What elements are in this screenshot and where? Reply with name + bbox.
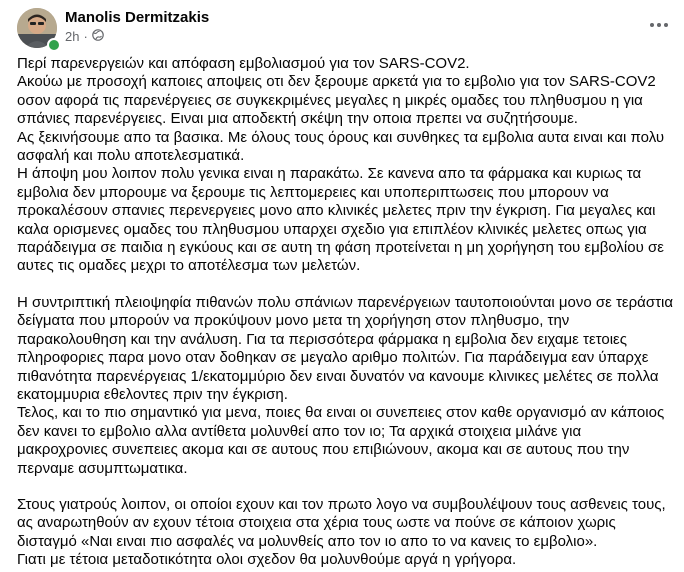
post-paragraph: Η συντριπτική πλειοψηφία πιθανών πολυ σπάνιων παρενέργειων ταυτοποιούνται μονο σε τεράστια δείγματα που μπορούν να προκύψουν μονο μετα τη χορήγηση στον πληθυσμο, την παρακολουθηση και την ανάλυση. Για τα περισσότερα φάρμακα η εμβολια δεν ειχαμε τετοιες πληροφοριες παρα μονο οταν δοθηκαν σε μεγαλο αριθμο πολιτών. Για παράδειγμα εαν ύπαρχε πιθανότητα παρενέργειας 1/εκατομμύριο δεν ειναι δυνατόν να κανουμε κλινικες μελέτες σε πολλα εκατομμυρια εθελοντες πριν την έγκριση. Τελος, και το πιο σημαντικό για μενα, ποιες θα ειναι οι συνεπειες στον καθε οργανισμό αν κάποιος δεν κανει το εμβολιο αλλα αντίθετα μολυνθεί απο τον ιο; Τα αρχικά στοιχεια μιλάνε για μακροχρονιες συνεπειες ακομα και σε αυτους που επιβιώνουν, ακομα και σε αυτους που την περναμε ασυμπτωματικα. <box>17 293 674 477</box>
post-meta <box>65 29 104 44</box>
post-body <box>17 55 673 570</box>
online-status-dot <box>47 38 61 52</box>
post-paragraph: Περί παρενεργειών και απόφαση εμβολιασμού για τον SARS-COV2. Ακούω με προσοχή καποιες αποψεις οτι δεν ξερουμε αρκετά για το εμβολιο για τον SARS-COV2 οσον αφορά τις παρενέργειες σε συγκεκριμένες μεγαλες η μικρές ομαδες του πληθυσμου η για σπάνιες παρενέργειες. Ειναι μια αποδεκτή σκέψη την οποια πρεπει να συζητήσουμε. Ας ξεκινήσουμε απο τα βασικα. Με όλους τους όρους και συνθηκες τα εμβολια αυτα ειναι και πολυ ασφαλή και πολυ αποτελεσματικά. Η άποψη μου λοιπον πολυ γενικα ειναι η παρακάτω. Σε κανενα απο τα φάρμακα και κυριως τα εμβολια δεν μπορουμε να ξερουμε τις λεπτομερειες και υποπεριπτωσεις που μπορουν να προκαλέσουν σπανιες περενεργειες μονο απο κλινικές μελετες πριν την έγκριση. Για μεγαλες και καλα ορισμενες ομαδες του πληθυσμου υπαρχει σχεδιο για επιπλέον κλινικές μελετες οπως για παράδειγμα σε παιδια η εγκύους και σε αυτη τη φάση προτείνεται η μη χορήγηση του εμβολίου σε αυτες τις ομαδες μεχρι το αποτέλεσμα των μελετών. <box>17 55 665 275</box>
author-name[interactable]: Manolis Dermitzakis <box>65 9 210 26</box>
more-options-icon[interactable] <box>644 13 674 37</box>
post-paragraph: Στους γιατρούς λοιπον, οι οποίοι εχουν και τον πρωτο λογο να συμβουλέψουν τους ασθενεις τους, ας αναρωτηθούν αν εχουν τέτοια στοιχεια στα χέρια τους ωστε να πούνε σε κάποιον χωρις δισταγμό «Ναι ειναι πιο ασφαλές να μολυνθείς απο τον ιο απο το να κανεις το εμβολιο». Γιατι με τέτοια μεταδοτικότητα ολοι σχεδον θα μολυνθούμε αργά η γρήγορα. <box>17 495 666 569</box>
post-timestamp[interactable]: 2h <box>65 29 80 44</box>
post-header <box>17 5 674 49</box>
globe-icon[interactable] <box>92 29 104 44</box>
meta-separator: · <box>83 29 88 44</box>
